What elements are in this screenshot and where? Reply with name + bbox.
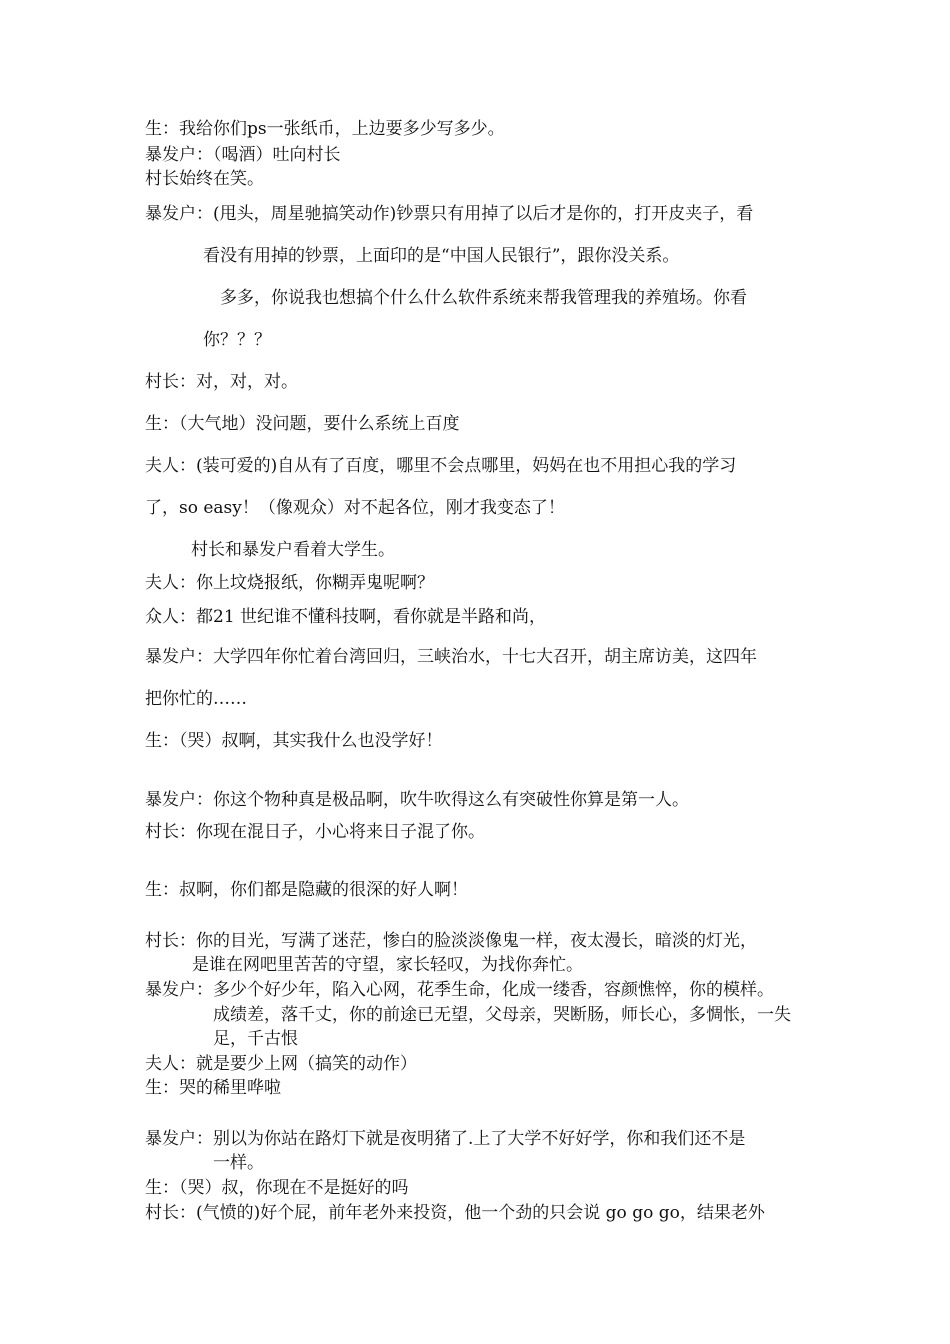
text-line: 生：（哭）叔啊，其实我什么也没学好！ bbox=[145, 731, 443, 751]
text-line: 夫人：(装可爱的)自从有了百度，哪里不会点哪里，妈妈在也不用担心我的学习 bbox=[145, 456, 737, 476]
text-line: 暴发户：大学四年你忙着台湾回归，三峡治水，十七大召开，胡主席访美，这四年 bbox=[145, 647, 757, 667]
text-line: 众人：都21 世纪谁不懂科技啊，看你就是半路和尚， bbox=[145, 607, 547, 627]
text-line: 村长和暴发户看着大学生。 bbox=[191, 540, 395, 560]
text-line: 生：（哭）叔，你现在不是挺好的吗 bbox=[145, 1178, 409, 1198]
text-line: 夫人：你上坟烧报纸，你糊弄鬼呢啊？ bbox=[145, 573, 434, 593]
text-line: 村长：你现在混日子，小心将来日子混了你。 bbox=[145, 822, 485, 842]
text-line: 成绩差，落千丈，你的前途已无望，父母亲，哭断肠，师长心，多惆怅，一失 bbox=[213, 1005, 791, 1025]
text-line: 村长：对，对，对。 bbox=[145, 372, 298, 392]
text-line: 看没有用掉的钞票，上面印的是“中国人民银行”，跟你没关系。 bbox=[203, 246, 680, 266]
text-line: 生：哭的稀里哗啦 bbox=[145, 1078, 281, 1098]
text-line: 村长：你的目光，写满了迷茫，惨白的脸淡淡像鬼一样，夜太漫长，暗淡的灯光， bbox=[145, 931, 757, 951]
text-line: 你？？？ bbox=[203, 330, 271, 350]
text-line: 了，so easy！（像观众）对不起各位，刚才我变态了！ bbox=[145, 498, 565, 518]
text-line: 生：叔啊，你们都是隐藏的很深的好人啊！ bbox=[145, 880, 468, 900]
text-line: 暴发户：（喝酒）吐向村长 bbox=[145, 145, 341, 165]
text-line: 暴发户：别以为你站在路灯下就是夜明猪了.上了大学不好好学，你和我们还不是 bbox=[145, 1129, 746, 1149]
text-line: 暴发户：你这个物种真是极品啊，吹牛吹得这么有突破性你算是第一人。 bbox=[145, 790, 689, 810]
text-line: 是谁在网吧里苦苦的守望，家长轻叹，为找你奔忙。 bbox=[192, 955, 583, 975]
text-line: 生：我给你们ps一张纸币，上边要多少写多少。 bbox=[145, 119, 505, 139]
text-line: 一样。 bbox=[213, 1153, 264, 1173]
text-line: 足，千古恨 bbox=[213, 1029, 298, 1049]
text-line: 暴发户：(甩头，周星驰搞笑动作)钞票只有用掉了以后才是你的，打开皮夹子，看 bbox=[145, 204, 754, 224]
text-line: 村长始终在笑。 bbox=[145, 169, 264, 189]
text-line: 暴发户：多少个好少年，陷入心网，花季生命，化成一缕香，容颜憔悴，你的模样。 bbox=[145, 980, 774, 1000]
text-line: 生：（大气地）没问题，要什么系统上百度 bbox=[145, 414, 460, 434]
text-line: 多多，你说我也想搞个什么什么软件系统来帮我管理我的养殖场。你看 bbox=[220, 288, 747, 308]
text-line: 把你忙的…… bbox=[145, 689, 247, 709]
text-line: 夫人：就是要少上网（搞笑的动作） bbox=[145, 1054, 417, 1074]
text-line: 村长：(气愤的)好个屁，前年老外来投资，他一个劲的只会说 go go go，结果老外 bbox=[145, 1203, 765, 1223]
